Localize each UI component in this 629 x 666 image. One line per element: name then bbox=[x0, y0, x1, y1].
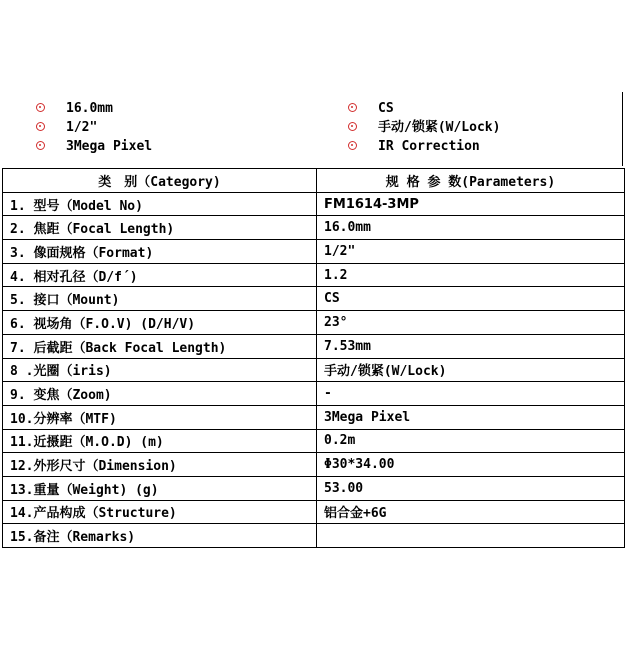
feature-text: 手动/锁紧(W/Lock) bbox=[378, 120, 501, 135]
circle-dot-icon bbox=[348, 141, 357, 150]
table-row bbox=[3, 334, 625, 358]
row-value: 1/2" bbox=[317, 240, 625, 264]
row-category: 6. 视场角（F.O.V) (D/H/V) bbox=[3, 311, 317, 335]
row-value: CS bbox=[317, 287, 625, 311]
header-category: 类 别（Category) bbox=[3, 169, 317, 193]
row-category: 2. 焦距（Focal Length) bbox=[3, 216, 317, 240]
row-category: 11.近摄距（M.O.D) (m) bbox=[3, 429, 317, 453]
row-category: 9. 变焦（Zoom) bbox=[3, 382, 317, 406]
row-category: 10.分辨率（MTF) bbox=[3, 405, 317, 429]
row-category: 12.外形尺寸（Dimension) bbox=[3, 453, 317, 477]
row-category: 14.产品构成（Structure) bbox=[3, 500, 317, 524]
row-category: 8 .光圈（iris) bbox=[3, 358, 317, 382]
row-value: 手动/锁紧(W/Lock) bbox=[317, 358, 625, 382]
feature-list bbox=[0, 100, 629, 158]
row-category: 5. 接口（Mount) bbox=[3, 287, 317, 311]
feature-text: 16.0mm bbox=[66, 101, 113, 116]
table-row bbox=[3, 287, 625, 311]
row-category: 3. 像面规格（Format) bbox=[3, 240, 317, 264]
table-row bbox=[3, 192, 625, 216]
feature-text: 3Mega Pixel bbox=[66, 139, 153, 154]
table-row bbox=[3, 429, 625, 453]
table-row bbox=[3, 263, 625, 287]
circle-dot-icon bbox=[36, 141, 45, 150]
feature-text: IR Correction bbox=[378, 139, 480, 154]
row-value: - bbox=[317, 382, 625, 406]
row-category: 4. 相对孔径（D/f´) bbox=[3, 263, 317, 287]
circle-dot-icon bbox=[348, 103, 357, 112]
row-category: 15.备注（Remarks) bbox=[3, 524, 317, 548]
feature-text: 1/2" bbox=[66, 120, 98, 135]
feature-text: CS bbox=[378, 101, 394, 116]
row-category: 13.重量（Weight) (g) bbox=[3, 476, 317, 500]
row-value: 1.2 bbox=[317, 263, 625, 287]
table-row bbox=[3, 358, 625, 382]
table-row bbox=[3, 216, 625, 240]
circle-dot-icon bbox=[36, 103, 45, 112]
row-value: 3Mega Pixel bbox=[317, 405, 625, 429]
circle-dot-icon bbox=[348, 122, 357, 131]
header-parameters: 规 格 参 数(Parameters) bbox=[317, 169, 625, 193]
row-value: 53.00 bbox=[317, 476, 625, 500]
row-value: 23° bbox=[317, 311, 625, 335]
row-value bbox=[317, 524, 625, 548]
table-row bbox=[3, 476, 625, 500]
spec-table bbox=[2, 168, 625, 548]
table-row bbox=[3, 453, 625, 477]
row-value: 铝合金+6G bbox=[317, 500, 625, 524]
row-value: 7.53mm bbox=[317, 334, 625, 358]
table-row bbox=[3, 500, 625, 524]
row-category: 7. 后截距（Back Focal Length) bbox=[3, 334, 317, 358]
table-row bbox=[3, 524, 625, 548]
circle-dot-icon bbox=[36, 122, 45, 131]
table-row bbox=[3, 311, 625, 335]
row-category: 1. 型号（Model No) bbox=[3, 192, 317, 216]
table-row bbox=[3, 382, 625, 406]
table-row bbox=[3, 240, 625, 264]
row-value: 16.0mm bbox=[317, 216, 625, 240]
row-value: Φ30*34.00 bbox=[317, 453, 625, 477]
row-value: 0.2m bbox=[317, 429, 625, 453]
table-header-row bbox=[3, 169, 625, 193]
table-row bbox=[3, 405, 625, 429]
row-value: FM1614-3MP bbox=[317, 192, 625, 216]
